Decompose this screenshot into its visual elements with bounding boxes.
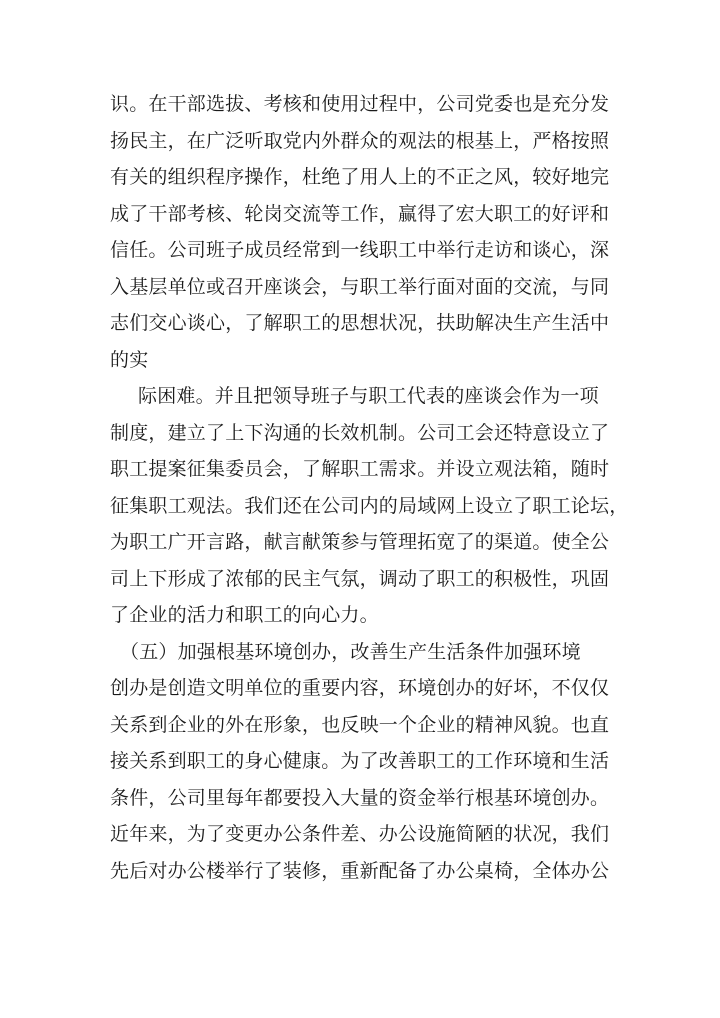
text-line: 职工提案征集委员会，了解职工需求。并设立观法箱，随时 bbox=[110, 458, 610, 480]
text-line: 近年来，为了变更办公条件差、办公设施简陋的状况，我们 bbox=[110, 823, 610, 845]
text-line: 先后对办公楼举行了装修，重新配备了办公桌椅，全体办公 bbox=[110, 859, 610, 882]
text-line: 为职工广开言路，献言献策参与管理拓宽了的渠道。使全公 bbox=[110, 531, 610, 553]
text-line: 接关系到职工的身心健康。为了改善职工的工作环境和生活 bbox=[110, 750, 610, 772]
text-line: 了企业的活力和职工的向心力。 bbox=[110, 604, 379, 626]
body-text bbox=[110, 86, 629, 889]
text-line: 识。在干部选拔、考核和使用过程中，公司党委也是充分发 bbox=[110, 93, 610, 115]
text-line: 司上下形成了浓郁的民主气氛，调动了职工的积极性，巩固 bbox=[110, 567, 610, 590]
text-line: 信任。公司班子成员经常到一线职工中举行走访和谈心，深 bbox=[110, 239, 610, 261]
text-line: 成了干部考核、轮岗交流等工作，赢得了宏大职工的好评和 bbox=[110, 202, 610, 225]
section-heading-line: （五）加强根基环境创办，改善生产生活条件加强环境 bbox=[120, 640, 581, 663]
text-line: 际困难。并且把领导班子与职工代表的座谈会作为一项 bbox=[138, 385, 599, 407]
text-line: 入基层单位或召开座谈会，与职工举行面对面的交流，与同 bbox=[110, 275, 610, 298]
text-line: 志们交心谈心，了解职工的思想状况，扶助解决生产生活中 bbox=[110, 312, 610, 334]
text-line: 有关的组织程序操作，杜绝了用人上的不正之风，较好地完 bbox=[110, 166, 610, 188]
text-line: 条件，公司里每年都要投入大量的资金举行根基环境创办。 bbox=[110, 786, 610, 809]
text-line: 创办是创造文明单位的重要内容，环境创办的好坏，不仅仅 bbox=[110, 677, 610, 699]
text-line: 制度，建立了上下沟通的长效机制。公司工会还特意设立了 bbox=[110, 421, 610, 444]
text-line: 征集职工观法。我们还在公司内的局域网上设立了职工论坛， bbox=[110, 494, 629, 517]
text-line: 关系到企业的外在形象，也反映一个企业的精神风貌。也直 bbox=[110, 713, 610, 736]
text-line: 扬民主，在广泛听取党内外群众的观法的根基上，严格按照 bbox=[110, 129, 610, 152]
text-line: 的实 bbox=[110, 348, 149, 371]
